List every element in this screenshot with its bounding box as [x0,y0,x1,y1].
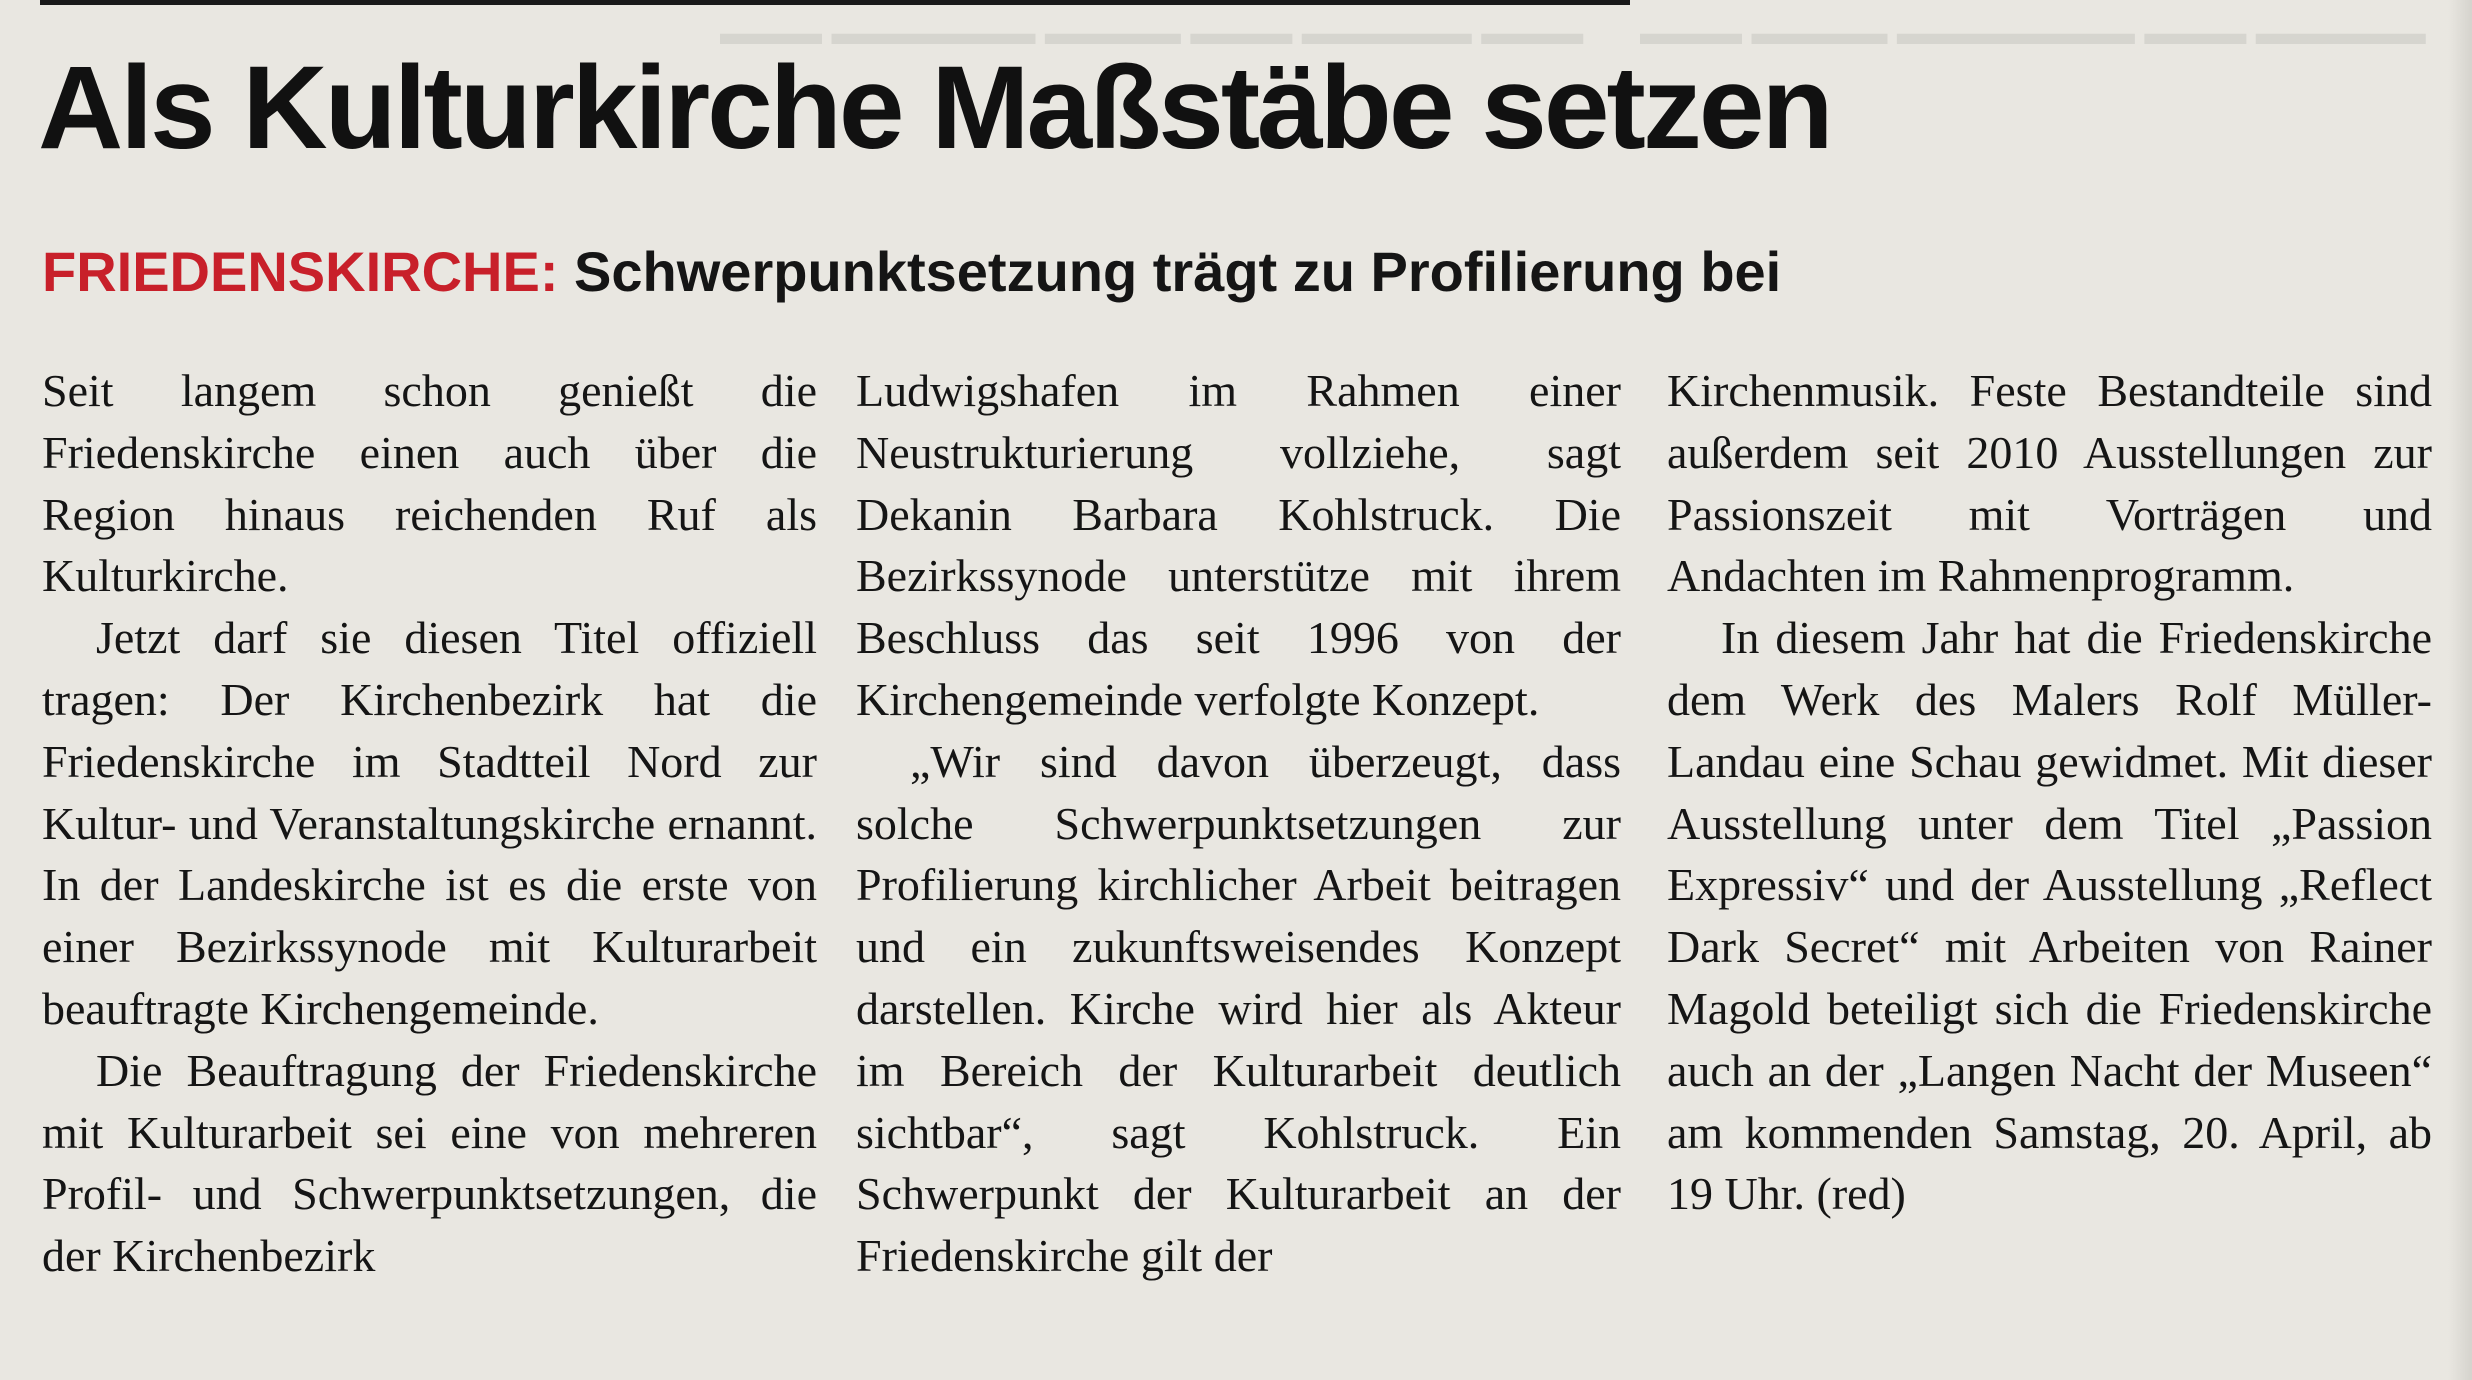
article-column-2 [856,360,1621,1287]
paragraph: Jetzt darf sie diesen Titel offiziell tragen: Der Kirchenbezirk hat die Friedenskirche im Stadtteil Nord zur Kultur- und Veranstaltungskirche ernannt. In der Landeskirche ist es die erste von einer Bezirkssynode mit Kulturarbeit beauftragte Kirchengemeinde. [42,612,817,1034]
paragraph: „Wir sind davon überzeugt, dass solche Schwerpunktsetzungen zur Profilierung kirchlicher Arbeit beitragen und ein zukunftsweisendes Konzept darstellen. Kirche wird hier als Akteur im Bereich der Kulturarbeit deutlich sichtbar“, sagt Kohlstruck. Ein Schwerpunkt der Kulturarbeit an der Friedenskirche gilt der [856,735,1621,1282]
article-headline: Als Kulturkirche Maßstäbe setzen [38,42,1831,174]
article-subheadline-text: Schwerpunktsetzung trägt zu Profilierung bei [574,240,1782,303]
bleed-through-texture: ▬▬▬▬▬ ▬▬▬ ▬▬▬▬▬▬▬ ▬▬▬▬ ▬▬▬ [1640,14,2426,52]
paragraph: Kirchenmusik. Feste Bestandteile sind außerdem seit 2010 Ausstellungen zur Passionszeit mit Vorträgen und Andachten im Rahmenprogramm. [1667,365,2432,602]
article-kicker: FRIEDENSKIRCHE: [42,240,559,303]
article-subheadline [42,236,1781,308]
bleed-through-texture: ▬▬▬ ▬▬▬▬▬ ▬▬▬ ▬▬▬▬ ▬▬▬▬▬▬ ▬▬▬ [720,14,1584,52]
paragraph: Seit langem schon genießt die Friedenskirche einen auch über die Region hinaus reichenden Ruf als Kulturkirche. [42,365,817,602]
paragraph: Die Beauftragung der Friedenskirche mit Kulturarbeit sei eine von mehreren Profil- und Schwerpunktsetzungen, die der Kirchenbezirk [42,1044,817,1282]
paragraph: Ludwigshafen im Rahmen einer Neustrukturierung vollziehe, sagt Dekanin Barbara Kohlstruck. Die Bezirkssynode unterstütze mit ihrem Beschluss das seit 1996 von der Kirchengemeinde verfolgte Konzept. [856,365,1621,725]
top-rule [40,0,1630,5]
article-column-1 [42,360,817,1287]
article-column-3 [1667,360,2432,1225]
paragraph: In diesem Jahr hat die Friedenskirche dem Werk des Malers Rolf Müller-Landau eine Schau gewidmet. Mit dieser Ausstellung unter dem Titel „Passion Expressiv“ und der Ausstellung „Reflect Dark Secret“ mit Arbeiten von Rainer Magold beteiligt sich die Friedenskirche auch an der „Langen Nacht der Museen“ am kommenden Samstag, 20. April, ab 19 Uhr. (red) [1667,612,2432,1220]
page-edge-shadow [2448,0,2472,1380]
